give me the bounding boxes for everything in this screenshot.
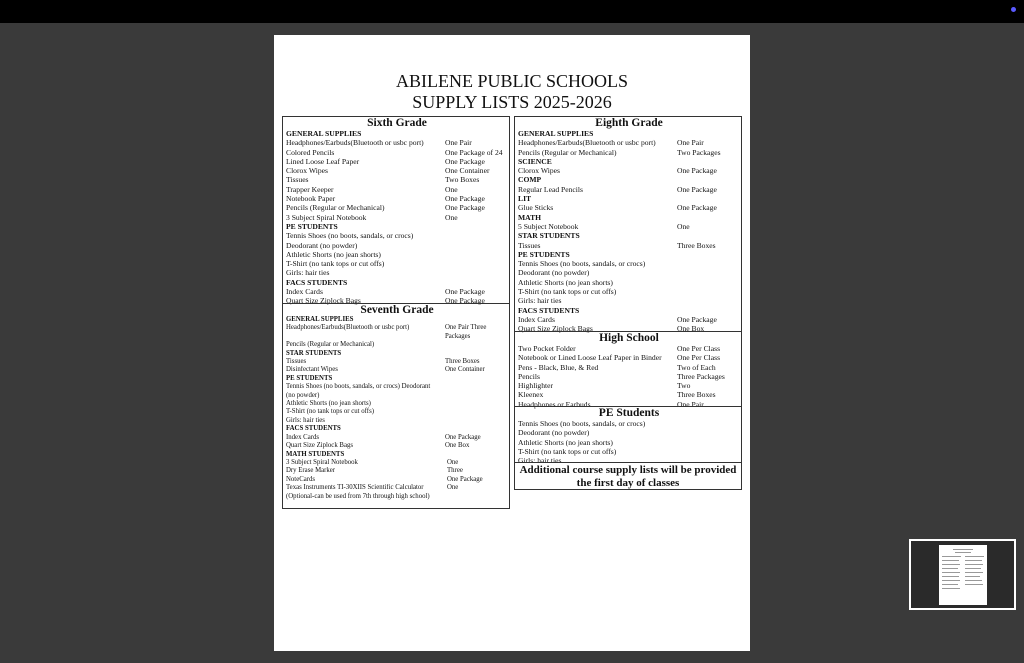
supply-row [518,241,740,250]
section-title: Seventh Grade [360,304,434,316]
supply-row [286,324,508,332]
supply-item: Lined Loose Leaf Paper [286,156,360,166]
supply-item: Pens - Black, Blue, & Red [518,362,599,372]
subsection-label: PE STUDENTS [286,221,338,231]
supply-quantity: One Package [677,166,717,176]
supply-quantity: Two Packages [677,147,721,157]
closing-line-1: Additional course supply lists will be provided [519,464,737,476]
supply-row [518,353,740,362]
supply-line: Athletic Shorts (no jean shorts) [518,277,613,287]
supply-quantity: Two of Each [677,362,716,372]
supply-item: 3 Subject Spiral Notebook [286,458,358,466]
supply-row [286,157,508,166]
closing-section [518,464,738,490]
supply-item: Pencils (Regular or Mechanical) [286,341,375,349]
supply-quantity: Packages [445,332,471,340]
supply-line: Tennis Shoes (no boots, sandals, or crocs) [518,259,646,269]
section-title: High School [599,332,659,344]
supply-line: Tennis Shoes (no boots, sandals, or crocs) [286,231,414,241]
status-indicator-icon [1011,7,1016,12]
subsection-label: PE STUDENTS [286,374,333,382]
section-title: Sixth Grade [367,117,427,129]
supply-item: Quart Size Ziplock Bags [286,296,361,306]
supply-item: Glue Sticks [518,203,554,213]
supply-item: 5 Subject Notebook [518,221,579,231]
section-title: PE Students [598,407,660,419]
supply-quantity: One Box [677,324,705,334]
supply-row [286,185,508,194]
supply-quantity: One Package [445,194,485,204]
supply-row [286,366,508,374]
subsection-label: COMP [518,175,542,185]
seventh-grade-section [286,304,508,501]
supply-item: Index Cards [518,314,555,324]
supply-row [286,166,508,175]
supply-line: (no powder) [286,391,320,399]
supply-row [286,459,508,467]
page-thumbnail[interactable] [909,539,1016,610]
supply-line: Girls: hair ties [286,416,325,424]
subsection-label: GENERAL SUPPLIES [286,316,354,323]
supply-line: T-Shirt (no tank tops or cut offs) [518,446,617,456]
supply-item: Headphones/Earbuds(Bluetooth or usbc port) [286,138,424,148]
supply-line: Girls: hair ties [518,456,562,466]
supply-row [518,185,740,194]
supply-item: Pencils (Regular or Mechanical) [286,203,385,213]
supply-row [518,363,740,372]
supply-quantity: One Package [445,203,485,213]
supply-quantity: One Pair [677,399,704,409]
supply-row [518,203,740,212]
supply-quantity: One [447,484,459,492]
supply-item: Headphones/Earbuds(Bluetooth or usbc port) [286,324,410,332]
supply-line: Girls: hair ties [286,268,330,278]
document-page [274,35,750,651]
supply-row [518,138,740,147]
supply-line: Deodorant (no powder) [286,240,358,250]
supply-quantity: One Package [677,184,717,194]
supply-item: Tissues [286,358,307,366]
supply-row [286,203,508,212]
supply-row [286,175,508,184]
supply-quantity: Three Boxes [445,358,480,366]
supply-quantity: One Package [677,203,717,213]
supply-quantity: Two [677,381,691,391]
subsection-label: GENERAL SUPPLIES [286,129,362,138]
top-bar [0,0,1024,23]
subsection-label: STAR STUDENTS [286,349,342,357]
supply-item: Index Cards [286,433,320,441]
supply-row [286,442,508,450]
supply-quantity: One [677,221,690,231]
supply-item: Quart Size Ziplock Bags [286,442,354,450]
supply-quantity: One [445,212,458,222]
supply-item: Headphones/Earbuds(Bluetooth or usbc port) [518,138,656,148]
supply-quantity: One [447,458,459,466]
supply-item: Quart Size Ziplock Bags [518,324,593,334]
supply-item: 3 Subject Spiral Notebook [286,212,367,222]
supply-quantity: One Package [445,156,485,166]
supply-item: Kleenex [518,390,544,400]
supply-row [286,138,508,147]
supply-row [286,467,508,475]
supply-row [518,390,740,399]
subsection-label: FACS STUDENTS [518,305,580,315]
subsection-label: STAR STUDENTS [518,231,580,241]
supply-item: Dry Erase Marker [286,467,336,475]
supply-row [518,344,740,353]
thumbnail-page-preview [939,545,987,605]
supply-quantity: Three Boxes [677,240,716,250]
supply-line: Athletic Shorts (no jean shorts) [286,249,381,259]
supply-item: Texas Instruments TI-30XIIS Scientific Calculator [286,484,424,492]
supply-quantity: One [445,184,458,194]
high-school-section [518,332,740,409]
supply-quantity: One Container [445,366,485,374]
section-title: Eighth Grade [595,117,663,129]
supply-line: Girls: hair ties [518,296,562,306]
pe-students-section [518,407,740,465]
supply-row [286,358,508,366]
supply-quantity: One Per Class [677,344,721,353]
supply-item: Colored Pencils [286,147,335,157]
supply-item: Pencils [518,371,540,381]
subsection-label: FACS STUDENTS [286,425,341,433]
supply-row [286,287,508,296]
supply-item: Disinfectant Wipes [286,366,338,374]
supply-item: Clorox Wipes [518,166,560,176]
supply-row [518,148,740,157]
supply-item: Index Cards [286,287,323,297]
supply-item: Tissues [518,240,541,250]
supply-item: Highlighter [518,381,554,391]
supply-item [286,333,445,341]
subsection-label: MATH [518,212,542,222]
subsection-label: LIT [518,194,532,204]
supply-quantity: Three Packages [677,371,725,381]
supply-row [286,148,508,157]
supply-line: Deodorant (no powder) [518,428,590,438]
supply-quantity: One Container [445,166,490,176]
supply-line: Tennis Shoes (no boots, sandals, or crocs) [518,419,646,428]
supply-row [286,434,508,442]
supply-item: Notebook Paper [286,194,336,204]
supply-quantity: One Package [447,475,483,483]
supply-quantity: Three Boxes [677,390,716,400]
supply-row [518,222,740,231]
document-title: ABILENE PUBLIC SCHOOLS [395,71,628,91]
subsection-label: MATH STUDENTS [286,450,345,458]
subsection-label: FACS STUDENTS [286,277,348,287]
supply-quantity: One Package [445,433,481,441]
supply-quantity [445,341,508,349]
supply-row [286,194,508,203]
subsection-label: SCIENCE [518,156,552,166]
supply-row [286,333,508,341]
supply-quantity: Two Boxes [445,175,480,185]
supply-item: Tissues [286,175,309,185]
supply-row [518,381,740,390]
supply-item: Clorox Wipes [286,166,328,176]
supply-quantity: Three [447,467,463,475]
supply-row [518,166,740,175]
supply-quantity: One Package [677,314,717,324]
supply-row [286,341,508,349]
eighth-grade-section [518,117,740,334]
supply-line: Athletic Shorts (no jean shorts) [518,437,613,447]
supply-row [286,213,508,222]
supply-quantity: One Pair Three [445,324,487,332]
math-note: (Optional-can be used from 7th through high school) [286,492,430,500]
supply-row [286,484,508,492]
supply-row [286,476,508,484]
supply-line: T-Shirt (no tank tops or cut offs) [518,287,617,297]
supply-item: Trapper Keeper [286,184,334,194]
supply-row [518,315,740,324]
supply-item: Headphones or Earbuds [518,399,591,409]
supply-line: T-Shirt (no tank tops or cut offs) [286,259,385,269]
supply-item: Notebook or Lined Loose Leaf Paper in Binder [518,353,662,363]
supply-line: T-Shirt (no tank tops or cut offs) [286,408,374,416]
supply-quantity: One Package [445,287,485,297]
supply-line: Athletic Shorts (no jean shorts) [286,400,371,408]
supply-item: NoteCards [286,475,316,483]
supply-row [518,372,740,381]
supply-quantity: One Pair [445,138,472,148]
supply-quantity: One Per Class [677,353,721,363]
supply-quantity: One Pair [677,138,704,148]
document-subtitle: SUPPLY LISTS 2025-2026 [412,92,612,112]
supply-line: Deodorant (no powder) [518,268,590,278]
subsection-label: PE STUDENTS [518,249,570,259]
supply-item: Regular Lead Pencils [518,184,583,194]
closing-line-2: the first day of classes [576,477,680,489]
sixth-grade-section [286,117,508,306]
supply-quantity: One Box [445,442,470,450]
supply-quantity: One Package of 24 [445,147,503,157]
supply-item: Two Pocket Folder [518,344,576,353]
supply-item: Pencils (Regular or Mechanical) [518,147,617,157]
subsection-label: GENERAL SUPPLIES [518,129,594,138]
supply-quantity: One Package [445,296,485,306]
supply-line: Tennis Shoes (no boots, sandals, or crocs) Deodorant [286,383,431,391]
